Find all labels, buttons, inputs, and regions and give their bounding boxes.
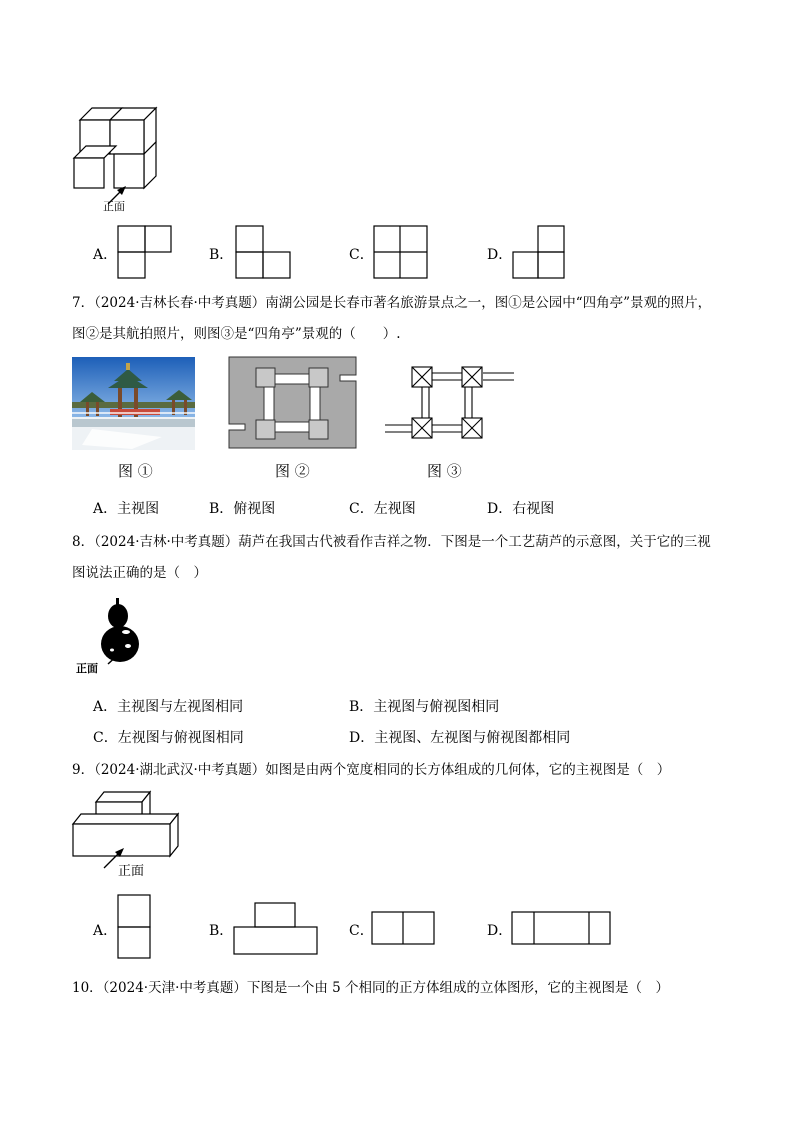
q6-option-b-figure [235, 225, 292, 280]
q7-option-c[interactable]: C．左视图 [349, 501, 416, 517]
q6-option-a-label[interactable]: A． [93, 247, 118, 263]
q9-option-a-label[interactable]: A． [93, 923, 118, 939]
q7-option-d[interactable]: D．右视图 [487, 501, 555, 517]
q7-caption-1: 图 ① [118, 462, 153, 480]
q7-photo-pavilion [72, 357, 195, 450]
q9-option-d-label[interactable]: D． [487, 923, 513, 939]
q6-option-a-figure [117, 225, 173, 279]
q8-front-label: 正面 [76, 662, 98, 675]
q9-option-d-figure [511, 911, 613, 946]
q7-option-a[interactable]: A．主视图 [93, 501, 160, 517]
q8-text-line2: 图说法正确的是（ ） [72, 565, 207, 581]
q6-option-d-figure [512, 225, 566, 280]
q8-option-b[interactable]: B．主视图与俯视图相同 [349, 699, 500, 715]
q7-aerial-figure [228, 356, 358, 451]
q7-text-line1: 7．（2024·吉林长春·中考真题）南湖公园是长春市著名旅游景点之一，图①是公园中“四角亭”景观的照片， [72, 295, 712, 311]
q8-option-c[interactable]: C．左视图与俯视图相同 [93, 730, 244, 746]
q9-text-line1: 9．（2024·湖北武汉·中考真题）如图是由两个宽度相同的长方体组成的几何体，它的主视图是（ ） [72, 762, 671, 778]
q9-option-b-figure [233, 902, 320, 956]
q6-option-b-label[interactable]: B． [209, 247, 234, 263]
q6-option-c-label[interactable]: C． [349, 247, 374, 263]
q8-text-line1: 8．（2024·吉林·中考真题）葫芦在我国古代被看作吉祥之物．下图是一个工艺葫芦的示意图，关于它的三视 [72, 534, 711, 550]
q8-gourd-figure [94, 598, 154, 666]
q8-option-a[interactable]: A．主视图与左视图相同 [93, 699, 244, 715]
q9-front-label: 正面 [118, 864, 145, 879]
q6-cube-figure [70, 100, 170, 192]
q8-option-d[interactable]: D．主视图、左视图与俯视图都相同 [349, 730, 571, 746]
q7-view-drawing [384, 365, 516, 443]
q7-option-b[interactable]: B．俯视图 [209, 501, 276, 517]
q7-caption-2: 图 ② [275, 462, 310, 480]
q9-option-c-figure [371, 911, 437, 946]
q6-option-c-figure [373, 225, 429, 279]
q7-caption-3: 图 ③ [427, 462, 462, 480]
q9-option-c-label[interactable]: C． [349, 923, 374, 939]
q6-option-d-label[interactable]: D． [487, 247, 513, 263]
q9-option-a-figure [117, 894, 152, 960]
q10-text-line1: 10．（2024·天津·中考真题）下图是一个由 5 个相同的正方体组成的立体图形，它的主视图是（ ） [72, 980, 670, 996]
q9-option-b-label[interactable]: B． [209, 923, 234, 939]
q7-text-line2: 图②是其航拍照片，则图③是“四角亭”景观的（ ）. [72, 326, 401, 342]
q6-front-label: 正面 [103, 200, 125, 213]
